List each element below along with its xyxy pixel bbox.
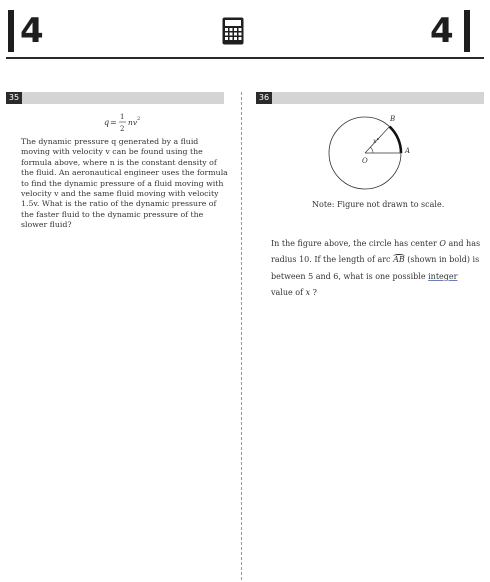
- question-36-number: 36: [256, 92, 272, 104]
- q36-text-part1: In the figure above, the circle has center: [271, 239, 440, 248]
- q36-arc-label: AB: [393, 255, 405, 265]
- question-35-text: The dynamic pressure q generated by a fluid moving with velocity v can be found using the formula above, where n is the constant density of the fluid. An aeronautical engineer uses the formula to find the dynamic pressure of a fluid moving with velocity v and the same fluid moving with velocity 1.5v. What is the ratio of the dynamic pressure of the faster fluid to the dynamic pressure of the slower fluid?: [21, 137, 228, 230]
- formula-numerator: 1: [120, 113, 125, 121]
- column-divider: [241, 92, 242, 580]
- formula-exponent: 2: [137, 116, 141, 122]
- question-35-number: 35: [6, 92, 22, 104]
- formula-35: [104, 109, 164, 135]
- circle-figure: [320, 108, 416, 198]
- header-rule: [6, 57, 484, 59]
- calculator-icon: [222, 17, 244, 45]
- label-angle: x°: [373, 138, 380, 145]
- q36-text-part3: (shown in bold) is between 5 and 6, what is one possible: [271, 255, 480, 281]
- header-bar-right: [464, 10, 470, 52]
- formula-denominator: 2: [120, 125, 125, 133]
- q36-text-part5: ?: [310, 288, 317, 298]
- formula-eq: =: [110, 118, 117, 127]
- figure-note: Note: Figure not drawn to scale.: [312, 200, 445, 209]
- header-bar-left: [8, 10, 14, 52]
- q36-center-label: O: [439, 239, 446, 248]
- label-a: A: [405, 147, 411, 155]
- formula-vars: nv: [128, 118, 138, 127]
- label-o: O: [362, 157, 368, 165]
- section-number-left: 4: [20, 11, 44, 51]
- formula-lhs: q: [104, 118, 110, 127]
- section-number-right: 4: [430, 11, 454, 51]
- q36-variable-x: x: [305, 288, 311, 298]
- q36-integer-term: integer: [428, 271, 458, 281]
- q36-text-part4: value of: [271, 288, 306, 298]
- question-36-text: [271, 236, 481, 302]
- question-36-band: [256, 92, 484, 104]
- label-b: B: [390, 115, 396, 123]
- q36-text-part2: and has radius 10. If the length of arc: [271, 239, 481, 265]
- question-35-band: [6, 92, 224, 104]
